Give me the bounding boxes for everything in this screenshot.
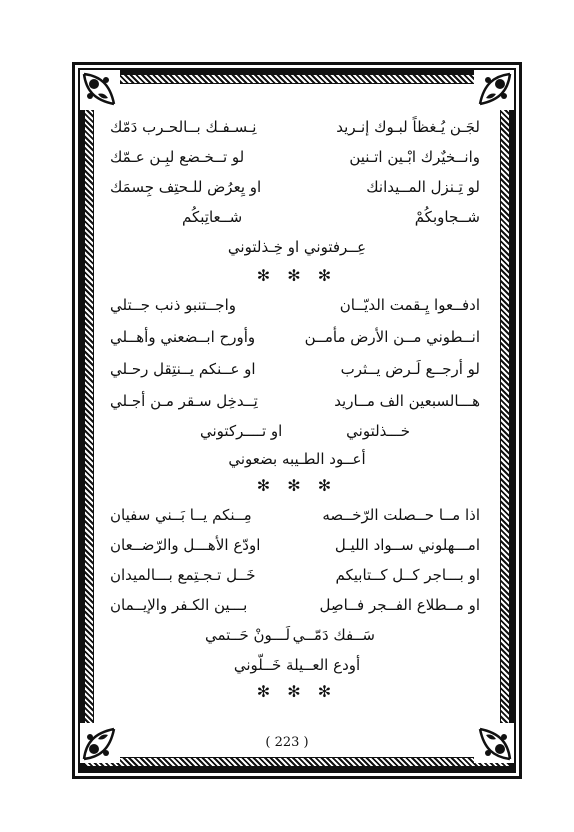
verse-line <box>110 296 480 324</box>
verse-hemistich-first: سَــفك دَمّــي <box>292 626 375 644</box>
verse-hemistich-first: شــجاوبكُمْ <box>414 208 480 226</box>
verse-hemistich-second: واجــتنبو ذنب جــتلي <box>110 296 236 314</box>
verse-line <box>110 422 480 450</box>
verse-hemistich-first: امـــهلوني ســواد الليـل <box>334 536 480 554</box>
verse-hemistich-second: خَــل تـجـتِمع بـــالميدان <box>110 566 256 584</box>
verse-hemistich-second: وأورح ابــضعني وأهــلي <box>110 328 256 346</box>
verse-hemistich-second: او تــــركتوني <box>200 422 283 440</box>
floral-ornament-icon <box>80 70 120 110</box>
star-separator: ✻ ✻ ✻ <box>256 682 338 701</box>
verse-hemistich-second: لو تــخـضع لبِـن عـمّك <box>110 148 245 166</box>
verse-line <box>110 118 480 146</box>
refrain-line: أودع العــيلة خَــلّوني <box>233 656 361 674</box>
refrain-line: عِــرفتوني او خِـذلتوني <box>227 238 367 256</box>
verse-hemistich-second: بـــين الكـفر والإيــمان <box>110 596 248 614</box>
floral-ornament-icon <box>474 70 514 110</box>
verse-line <box>110 360 480 388</box>
verse-line <box>110 392 480 420</box>
verse-hemistich-second: مِــنكم يــا بَــني سفيان <box>110 506 252 524</box>
verse-hemistich-first: لو تِـنزل المــيدانك <box>366 178 480 196</box>
verse-hemistich-first: ادفــعوا يِـقمت الديّــان <box>339 296 480 314</box>
verse-hemistich-second: اودّع الأهـــل والرّضــعان <box>110 536 261 554</box>
verse-line <box>110 626 480 654</box>
verse-line <box>110 596 480 624</box>
verse-hemistich-first: انــطوني مــن الأرض مأمــن <box>304 328 480 346</box>
verse-line <box>110 208 480 236</box>
verse-hemistich-second: نِـسـفـك بــالحـرب دَمّك <box>110 118 257 136</box>
verse-line <box>110 148 480 176</box>
refrain-line: أعــود الطـيبه بضعوني <box>228 450 366 468</box>
star-separator: ✻ ✻ ✻ <box>256 266 338 285</box>
verse-line <box>110 566 480 594</box>
verse-hemistich-second: او يِعرُض للـحتِف جِسمَك <box>110 178 262 196</box>
verse-hemistich-first: لجَـن يُـغظاً لبـوك إنـريد <box>336 118 480 136</box>
verse-hemistich-second: تِــدخِل سـقر مـن أجـلي <box>110 392 258 410</box>
verse-hemistich-first: خـــذلتوني <box>346 422 410 440</box>
verse-hemistich-second: شــعاتِبكُم <box>182 208 243 226</box>
verse-hemistich-first: هـــالسبعين الف مــاريد <box>334 392 480 410</box>
verse-hemistich-first: اذا مــا حــصلت الرّخــصه <box>322 506 480 524</box>
verse-line <box>110 506 480 534</box>
verse-hemistich-first: وانــخيٌرك ابْـين اتـنين <box>349 148 480 166</box>
verse-hemistich-first: او مــطلاع الفــجر فــاصِل <box>319 596 480 614</box>
verse-line <box>110 536 480 564</box>
verse-hemistich-first: او بـــاجر كــل كــتابيكم <box>335 566 480 584</box>
verse-line <box>110 328 480 356</box>
verse-line <box>110 178 480 206</box>
star-separator: ✻ ✻ ✻ <box>256 476 338 495</box>
page-number: ( 223 ) <box>265 735 309 750</box>
verse-hemistich-second: او عــنكم يــنتِقل رحـلي <box>110 360 256 378</box>
verse-hemistich-first: لو أرجــع لَـرض يــثرب <box>340 360 480 378</box>
verse-hemistich-second: لَـــونْ حَــتمي <box>205 626 291 644</box>
